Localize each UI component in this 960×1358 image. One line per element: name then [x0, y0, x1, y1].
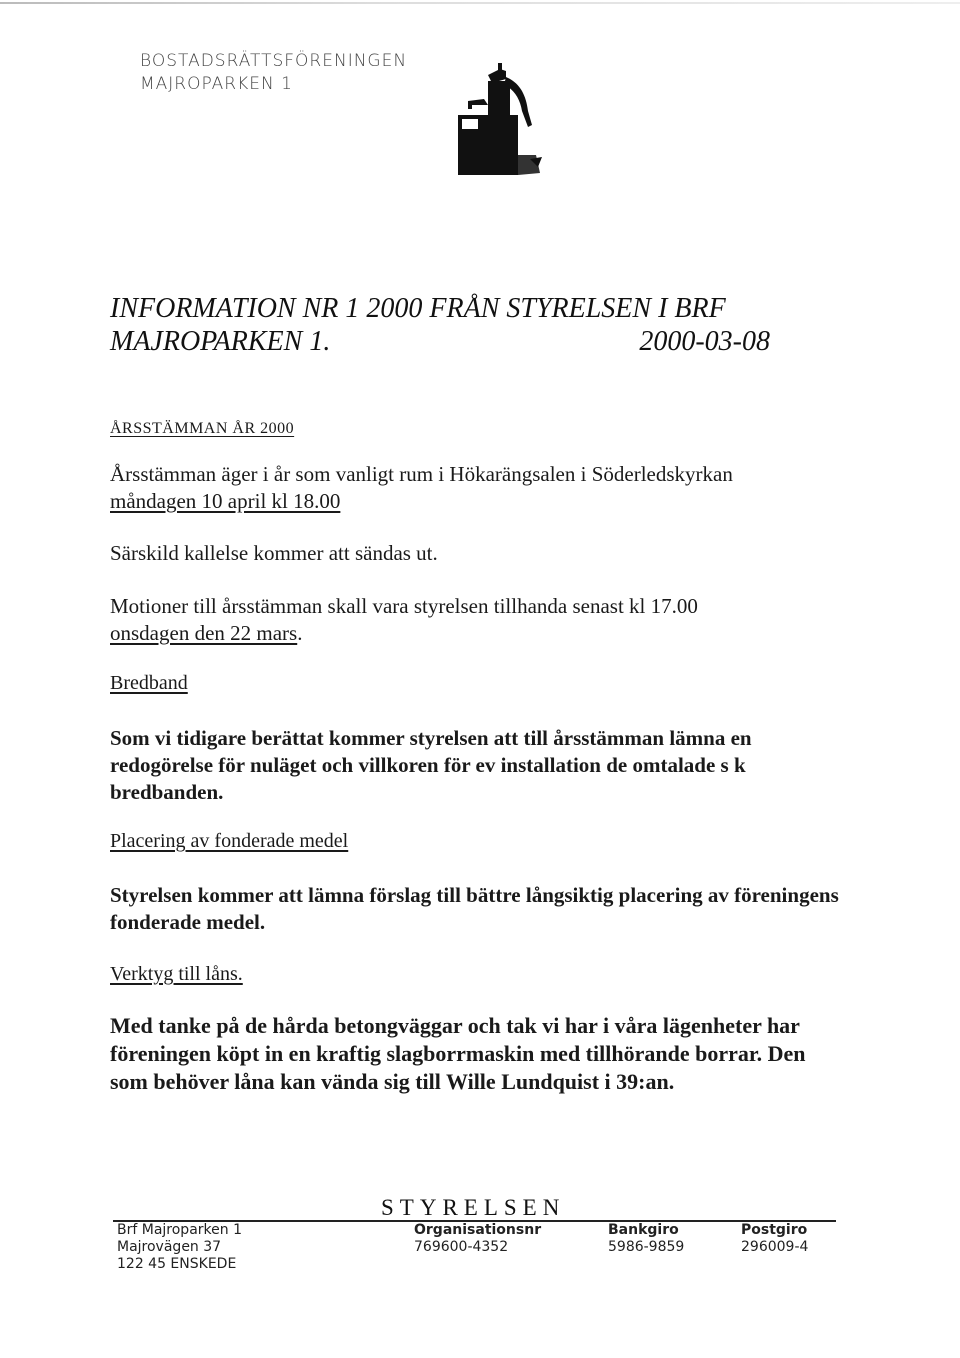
- letterhead-name: MAJROPARKEN 1: [140, 74, 293, 94]
- bredband-body: Som vi tidigare berättat kommer styrelsen att till årsstämman lämna en redogörelse för nuläget och villkoren för ev installation de omtalade s k bredbanden.: [110, 726, 752, 804]
- verktyg-body: Med tanke på de hårda betongväggar och tak vi har i våra lägenheter har föreningen köpt in en kraftig slagborrmaskin med tillhörande borrar. Den som behöver låna kan vända sig till Wille Lundquist i 39:an.: [110, 1013, 806, 1094]
- arsstamma-location-text: Årsstämman äger i år som vanligt rum i Hökarängsalen i Söderledskyrkan: [110, 462, 733, 486]
- section-heading-placering: Placering av fonderade medel: [110, 830, 349, 852]
- title-association: MAJROPARKEN 1.: [110, 326, 331, 357]
- title-line-1: INFORMATION NR 1 2000 FRÅN STYRELSEN I BRF: [110, 293, 726, 324]
- arsstamma-paragraph-1: [110, 461, 840, 515]
- document-title: [110, 292, 810, 358]
- arsstamma-paragraph-2: Särskild kallelse kommer att sändas ut.: [110, 541, 438, 565]
- arsstamma-paragraph-3: [110, 593, 840, 647]
- motion-deadline-text: Motioner till årsstämman skall vara styrelsen tillhanda senast kl 17.00: [110, 594, 698, 618]
- placering-body: Styrelsen kommer att lämna förslag till bättre långsiktig placering av föreningens fonderade medel.: [110, 883, 839, 934]
- section-heading-bredband: Bredband: [110, 672, 188, 694]
- footer-org-number: [414, 1222, 541, 1256]
- org-number-label: Organisationsnr: [414, 1222, 542, 1238]
- bankgiro-label: Bankgiro: [608, 1222, 679, 1238]
- footer-address-line-1: Brf Majroparken 1: [117, 1222, 242, 1238]
- bankgiro-value: 5986-9859: [608, 1239, 685, 1255]
- postgiro-value: 296009-4: [741, 1239, 809, 1255]
- letterhead-association: BOSTADSRÄTTSFÖRENINGEN: [140, 51, 408, 71]
- page-edge: [0, 2, 960, 4]
- title-line-2: [110, 325, 770, 358]
- footer-address-line-3: 122 45 ENSKEDE: [117, 1256, 237, 1272]
- arsstamma-date: måndagen 10 april kl 18.00: [110, 489, 341, 513]
- footer-postgiro: [741, 1222, 808, 1256]
- postgiro-label: Postgiro: [741, 1222, 808, 1238]
- letterhead: [140, 50, 407, 96]
- org-number-value: 769600-4352: [414, 1239, 509, 1255]
- footer-bankgiro: [608, 1222, 684, 1256]
- motion-deadline-tail: .: [297, 621, 303, 645]
- title-date: 2000-03-08: [639, 326, 770, 357]
- section-heading-arsstamma: ÅRSSTÄMMAN ÅR 2000: [110, 420, 295, 437]
- section-heading-verktyg: Verktyg till låns.: [110, 963, 243, 985]
- footer-address-line-2: Majrovägen 37: [117, 1239, 222, 1255]
- water-pump-icon: [448, 55, 548, 180]
- footer-address: [117, 1222, 242, 1273]
- signature: STYRELSEN: [381, 1195, 566, 1220]
- motion-deadline-date: onsdagen den 22 mars: [110, 621, 298, 645]
